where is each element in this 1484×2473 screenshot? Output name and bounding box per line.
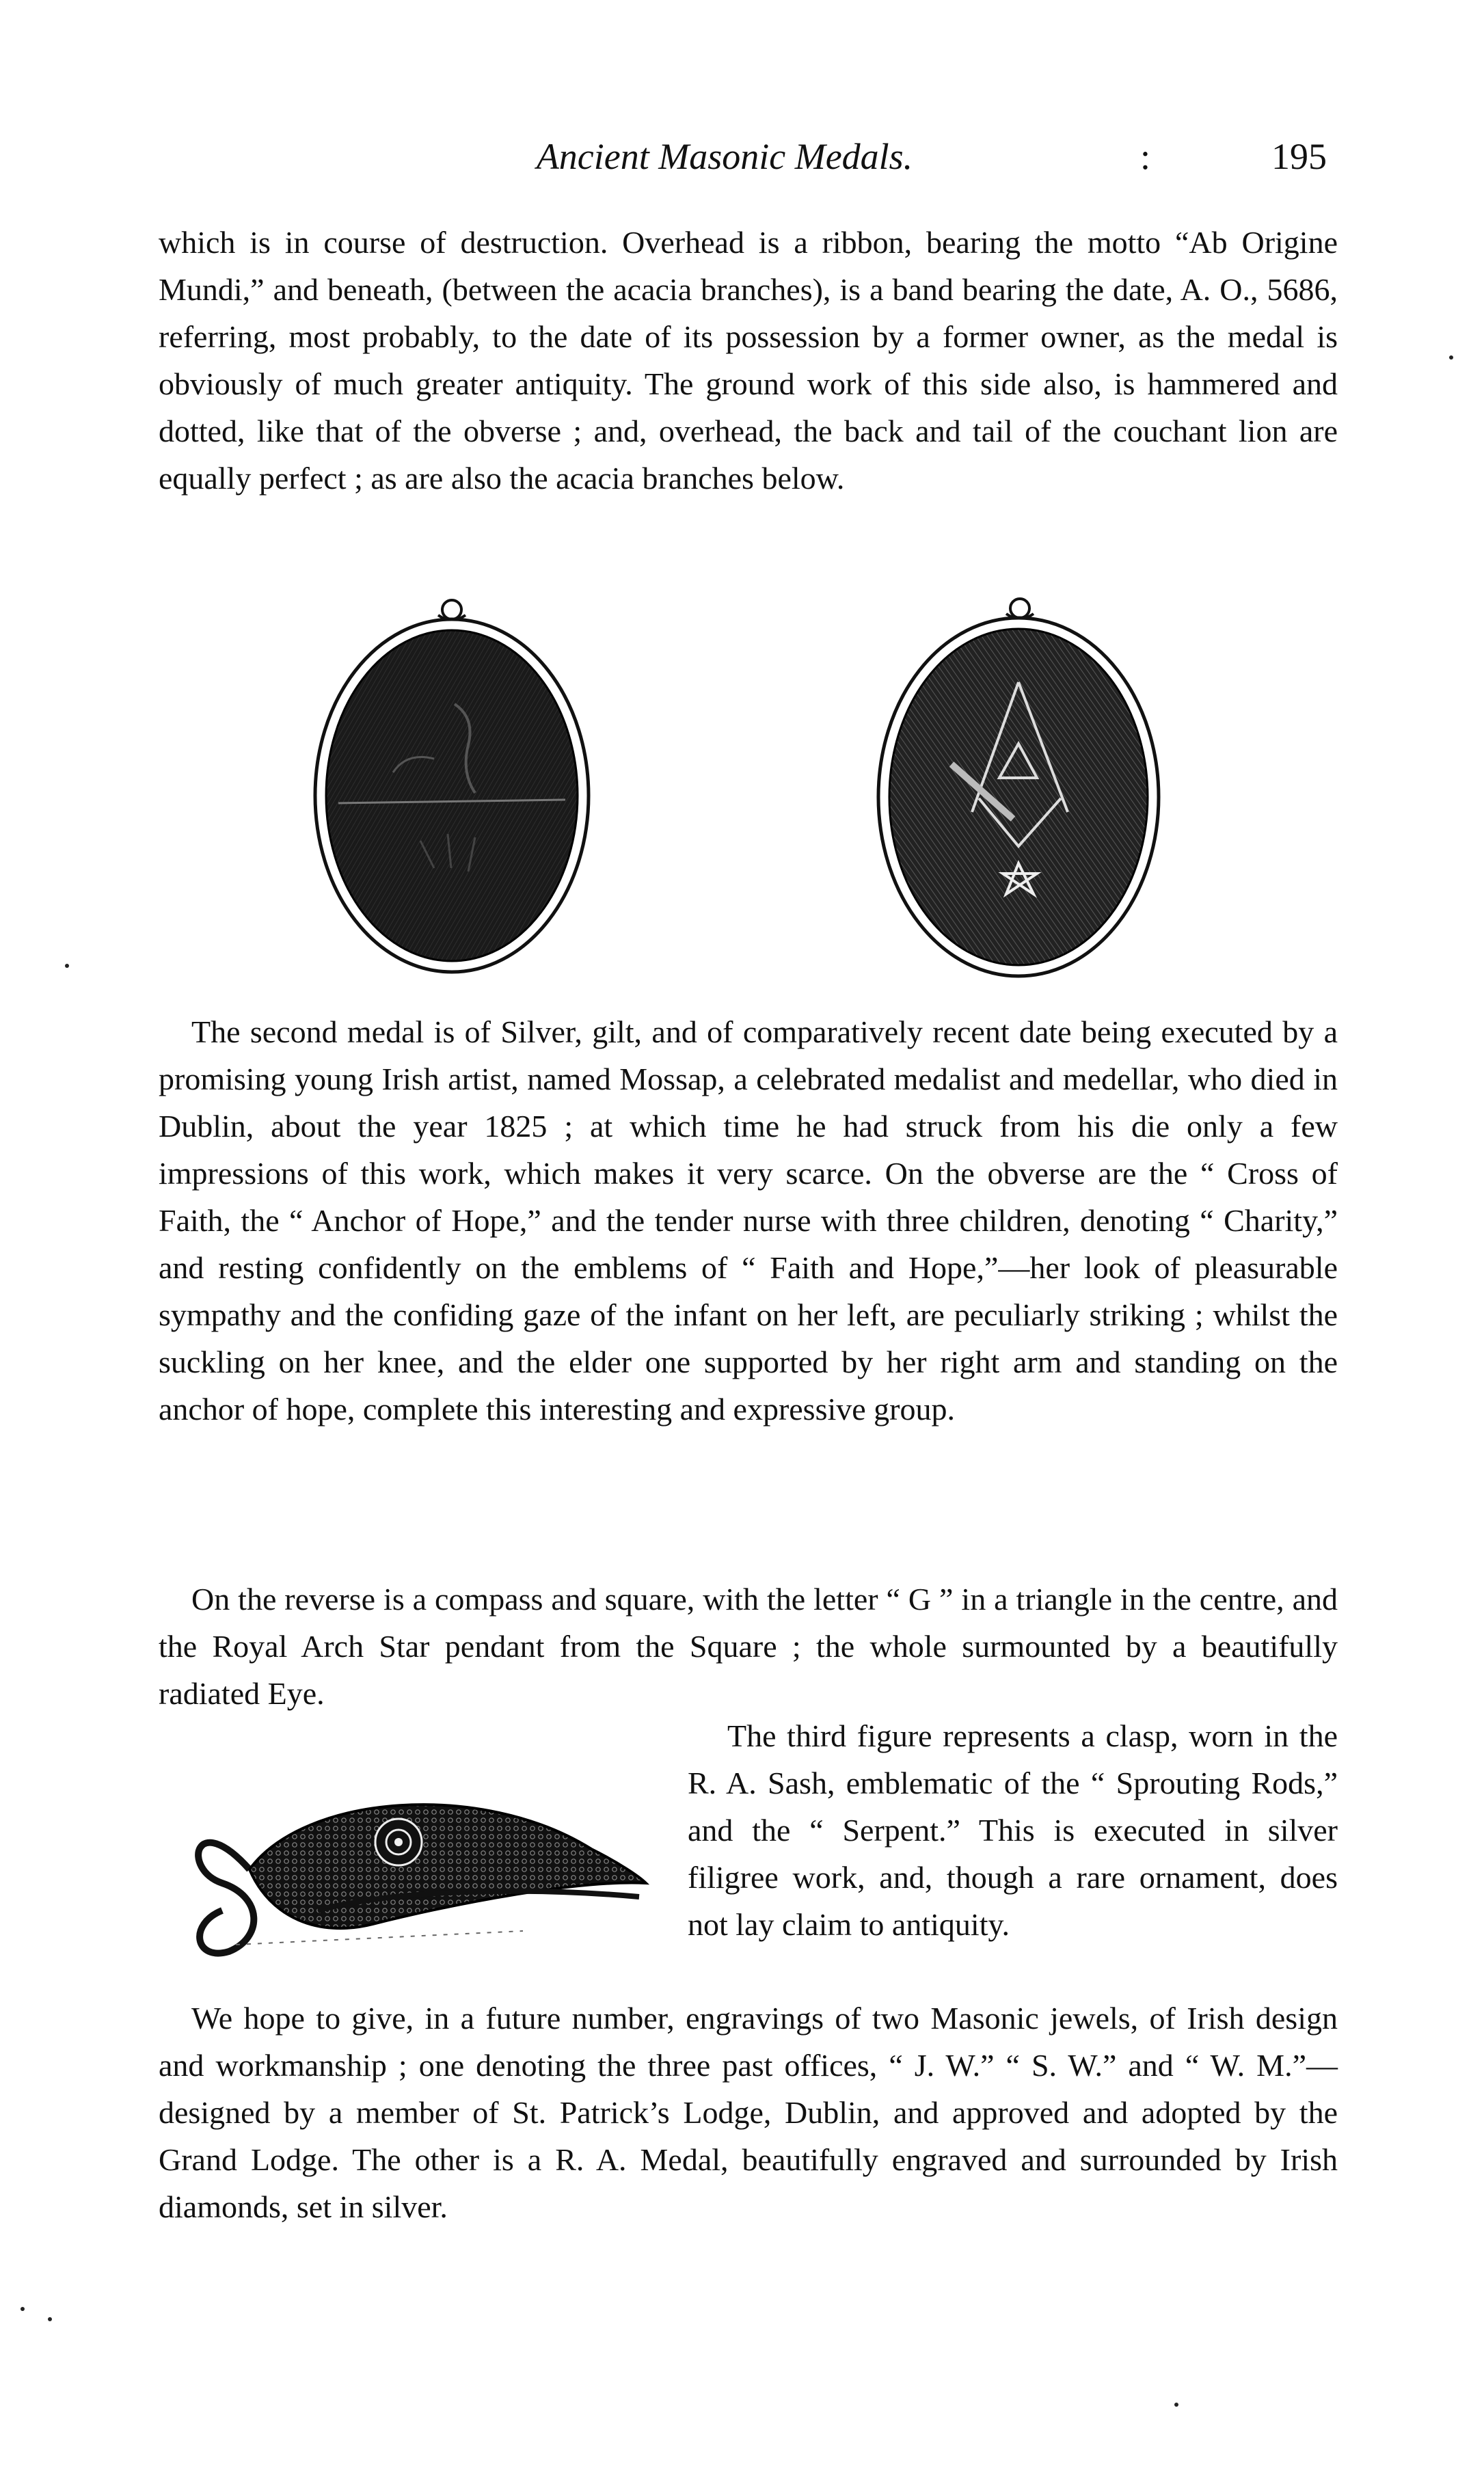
clasp-illustration: [167, 1767, 666, 1972]
medal-suspension-ring: [1006, 599, 1034, 619]
paragraph-third-figure: The third figure represents a clasp, worn in the R. A. Sash, emblematic of the “ Sprouting Rods,” and the “ Serpent.” This is executed in silver filigree work, and, though a rare ornament, does not lay claim to antiquity.: [688, 1718, 1338, 1942]
running-header-title: Ancient Masonic Medals.: [536, 136, 913, 177]
medal-reverse-illustration: [869, 593, 1167, 983]
running-header-mark: :: [1140, 136, 1151, 177]
page-number: 195: [1271, 136, 1327, 177]
medal-obverse-illustration: [311, 595, 598, 977]
paragraph-reverse-compass: On the reverse is a compass and square, with the letter “ G ” in a triangle in the centre, and the Royal Arch Star pendant from the Square ; the whole surmounted by a beautifully radiated Eye.: [159, 1582, 1338, 1711]
print-speck: [1174, 2403, 1178, 2407]
print-speck: [65, 964, 69, 968]
paragraph-medal-reverse-description: which is in course of destruction. Overhead is a ribbon, bearing the motto “Ab Origine Mundi,” and beneath, (between the acacia branches), is a band bearing the date, A. O., 5686, referring, most probably, to the date of its possession by a former owner, as the medal is obviously of much greater antiquity. The ground work of this side also, is hammered and dotted, like that of the obverse ; and, overhead, the back and tail of the couchant lion are equally perfect ; as are also the acacia branches below.: [159, 225, 1338, 496]
serpent-loop-icon: [198, 1843, 254, 1954]
print-speck: [21, 2307, 25, 2311]
print-speck: [1449, 355, 1453, 360]
paragraph-second-medal: The second medal is of Silver, gilt, and of comparatively recent date being executed by a promising young Irish artist, named Mossap, a celebrated medalist and medellar, who died in Dublin, about the year 1825 ; at which time he had struck from his die only a few impressions of this work, which makes it very scarce. On the obverse are the “ Cross of Faith, the “ Anchor of Hope,” and the tender nurse with three children, denoting “ Charity,” and resting confidently on the emblems of “ Faith and Hope,”—her look of pleasurable sympathy and the confiding gaze of the infant on her left, are peculiarly striking ; whilst the suckling on her knee, and the elder one supported by her right arm and standing on the anchor of hope, complete this interesting and expressive group.: [159, 1014, 1338, 1427]
rosette-icon: [375, 1819, 422, 1865]
print-speck: [48, 2317, 52, 2321]
medal-suspension-ring: [438, 600, 466, 620]
paragraph-future-engravings: We hope to give, in a future number, engravings of two Masonic jewels, of Irish design and workmanship ; one denoting the three past offices, “ J. W.” “ S. W.” and “ W. M.”—designed by a member of St. Patrick’s Lodge, Dublin, and approved and adopted by the Grand Lodge. The other is a R. A. Medal, beautifully engraved and surrounded by Irish diamonds, set in silver.: [159, 2001, 1338, 2224]
